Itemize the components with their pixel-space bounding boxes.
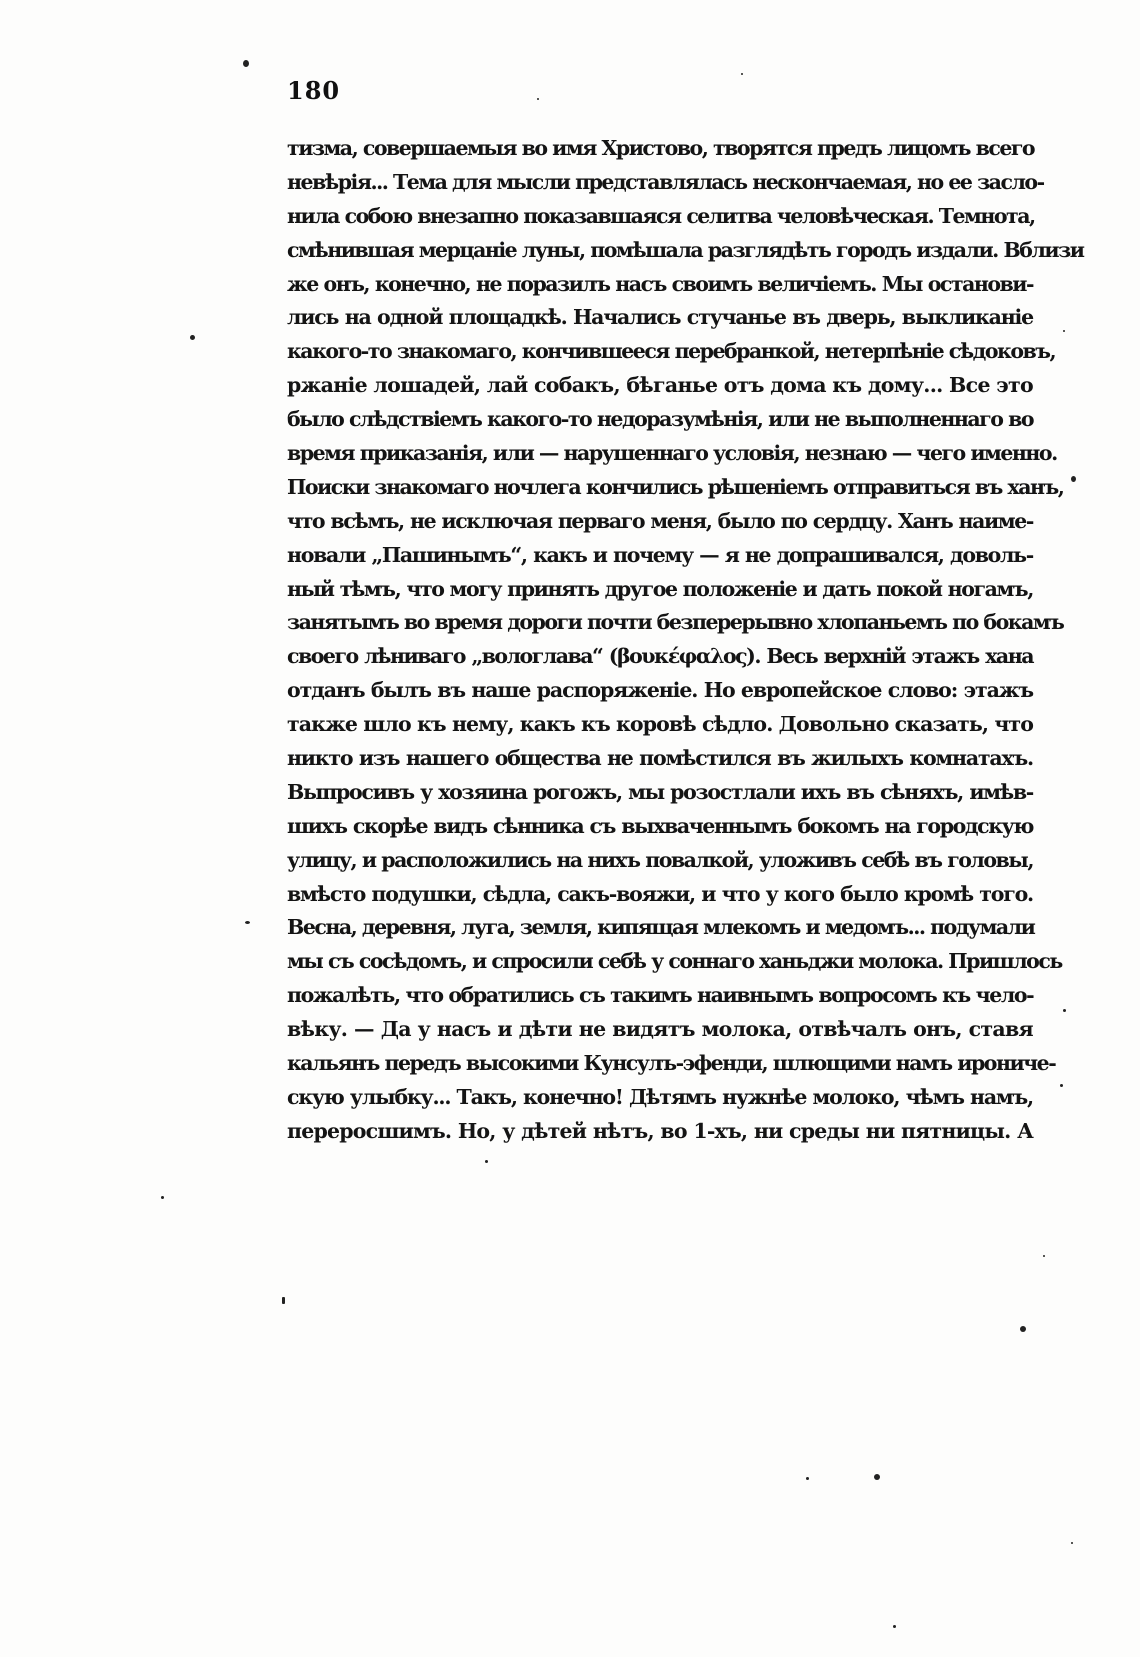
text-line: скую улыбку... Такъ, конечно! Дѣтямъ нужнѣе молоко, чѣмъ намъ, xyxy=(287,1084,1033,1109)
text-line: Весна, деревня, луга, земля, кипящая млекомъ и медомъ... подумали xyxy=(287,915,1035,940)
text-line: новали „Пашинымъ“, какъ и почему — я не допрашивался, доволь- xyxy=(287,542,1033,567)
scan-speck xyxy=(1060,1084,1063,1087)
text-line: время приказанія, или — нарушеннаго условія, незнаю — чего именно. xyxy=(287,441,1057,466)
text-line: Поиски знакомаго ночлега кончились рѣшеніемъ отправиться въ ханъ, xyxy=(287,474,1064,499)
scan-speck xyxy=(893,1625,896,1628)
scan-speck xyxy=(245,921,250,924)
text-line: вѣку. — Да у насъ и дѣти не видятъ молока, отвѣчалъ онъ, ставя xyxy=(287,1017,1033,1042)
text-line: переросшимъ. Но, у дѣтей нѣтъ, во 1-хъ, ни среды ни пятницы. А xyxy=(287,1118,1033,1143)
body-text xyxy=(287,132,1084,1149)
text-line: также шло къ нему, какъ къ коровѣ сѣдло. Довольно сказать, что xyxy=(287,712,1033,737)
text-line: ржаніе лошадей, лай собакъ, бѣганье отъ дома къ дому... Все это xyxy=(287,373,1033,398)
page-number: 180 xyxy=(287,76,341,105)
scan-speck xyxy=(741,73,743,75)
scan-speck xyxy=(1043,1255,1045,1257)
text-line: невѣрія... Тема для мысли представлялась нескончаемая, но ее засло- xyxy=(287,169,1044,194)
text-line: своего лѣниваго „вологлава“ (βουκέφαλος). Весь верхній этажъ хана xyxy=(287,644,1033,669)
text-line: лись на одной площадкѣ. Начались стучанье въ дверь, выкликаніе xyxy=(287,305,1033,330)
text-line: что всѣмъ, не исключая перваго меня, было по сердцу. Ханъ наиме- xyxy=(287,508,1033,533)
scan-speck xyxy=(190,335,195,340)
scan-speck xyxy=(537,98,539,100)
scan-speck xyxy=(1063,1009,1066,1012)
scan-speck xyxy=(1071,1542,1073,1544)
scan-speck xyxy=(874,1474,880,1480)
text-line: занятымъ во время дороги почти безперерывно хлопаньемъ по бокамъ xyxy=(287,610,1064,635)
text-line: пожалѣть, что обратились съ такимъ наивнымъ вопросомъ къ чело- xyxy=(287,983,1034,1008)
text-line: ный тѣмъ, что могу принять другое положеніе и дать покой ногамъ, xyxy=(287,576,1033,601)
text-line: какого-то знакомаго, кончившееся перебранкой, нетерпѣніе сѣдоковъ, xyxy=(287,339,1056,364)
text-line: никто изъ нашего общества не помѣстился въ жилыхъ комнатахъ. xyxy=(287,746,1033,771)
text-line: Выпросивъ у хозяина рогожъ, мы розостлали ихъ въ сѣняхъ, имѣв- xyxy=(287,779,1033,804)
scan-speck xyxy=(282,1297,285,1304)
scan-speck xyxy=(806,1477,809,1480)
scan-speck xyxy=(485,1160,488,1163)
scan-speck xyxy=(1020,1326,1026,1332)
scan-speck xyxy=(1071,476,1076,482)
text-line: шихъ скорѣе видъ сѣнника съ выхваченнымъ бокомъ на городскую xyxy=(287,813,1033,838)
text-line: улицу, и расположились на нихъ повалкой, уложивъ себѣ въ головы, xyxy=(287,847,1033,872)
text-line: кальянъ передъ высокими Кунсулъ-эфенди, шлющими намъ ирониче- xyxy=(287,1051,1056,1076)
scan-speck xyxy=(1063,330,1065,332)
text-line: было слѣдствіемъ какого-то недоразумѣнія, или не выполненнаго во xyxy=(287,407,1033,432)
text-line: смѣнившая мерцаніе луны, помѣшала разглядѣть городъ издали. Вблизи xyxy=(287,237,1084,262)
scan-speck xyxy=(161,1196,164,1199)
text-line: тизма, совершаемыя во имя Христово, творятся предъ лицомъ всего xyxy=(287,136,1035,160)
text-line: нила собою внезапно показавшаяся селитва человѣческая. Темнота, xyxy=(287,203,1035,228)
text-line: отданъ былъ въ наше распоряженіе. Но европейское слово: этажъ xyxy=(287,678,1033,703)
text-line: вмѣсто подушки, сѣдла, сакъ-вояжи, и что у кого было кромѣ того. xyxy=(287,881,1033,906)
text-line: же онъ, конечно, не поразилъ насъ своимъ величіемъ. Мы останови- xyxy=(287,271,1033,296)
scan-speck xyxy=(243,60,249,67)
text-line: мы съ сосѣдомъ, и спросили себѣ у соннаго ханьджи молока. Пришлось xyxy=(287,949,1062,974)
